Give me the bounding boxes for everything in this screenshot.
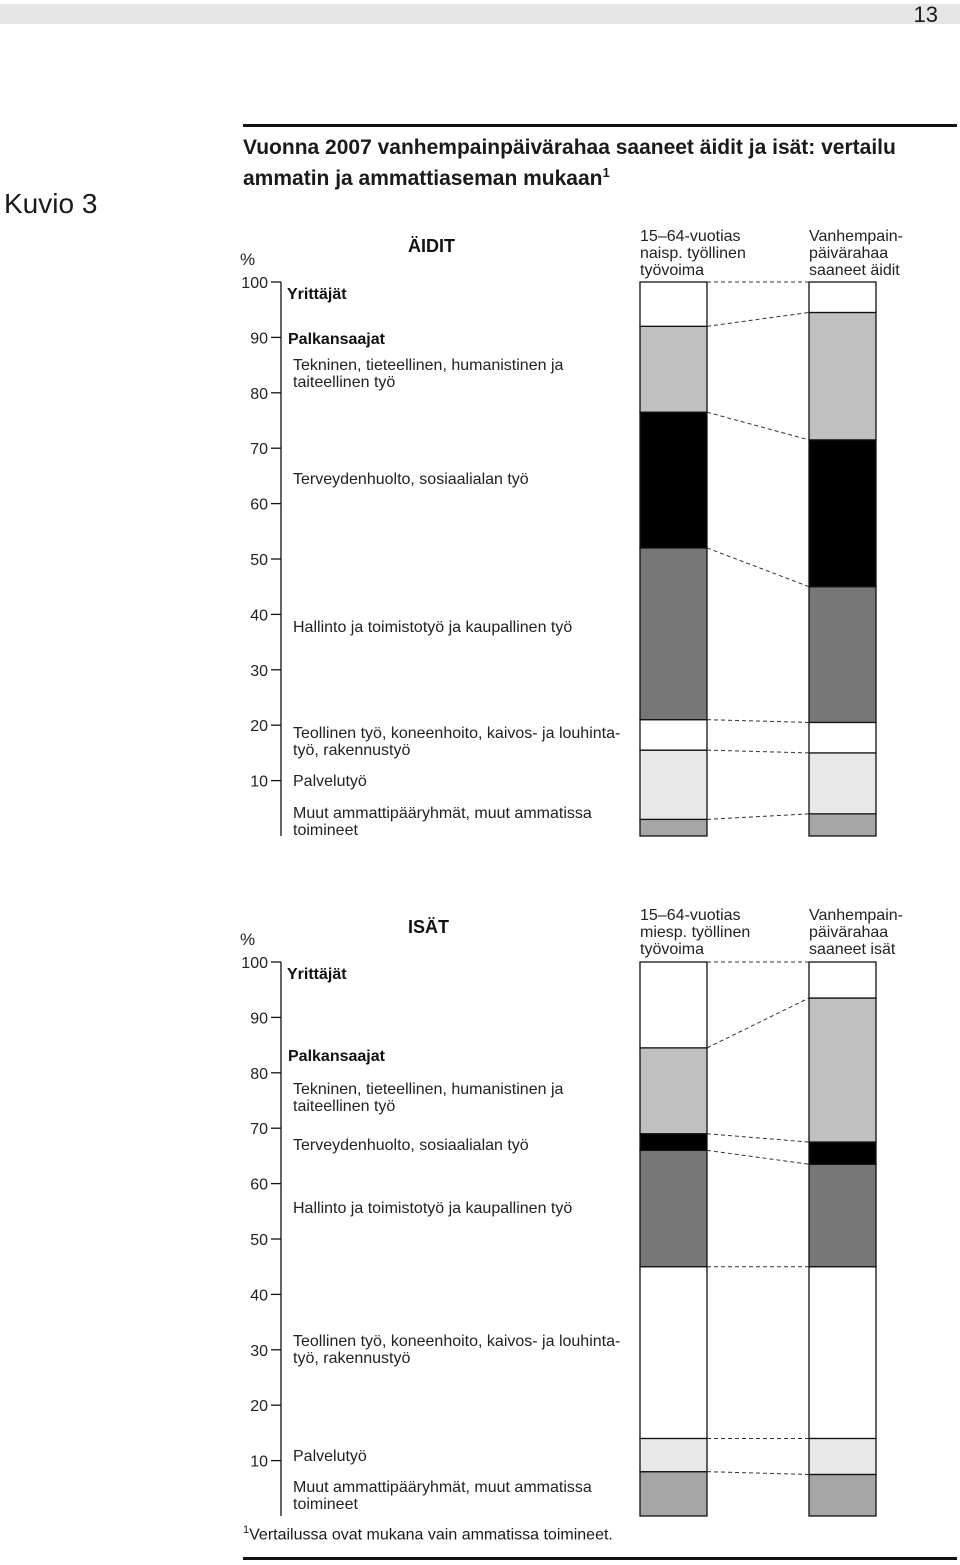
connector-line [707, 1134, 809, 1142]
category-label: työvoima [640, 262, 705, 279]
y-tick-label: 20 [250, 718, 268, 736]
category-label: miesp. työllinen [640, 924, 751, 941]
category-label: 15–64-vuotias [640, 228, 741, 245]
bar-segment [809, 282, 876, 312]
y-tick-label: 70 [250, 441, 268, 459]
connector-line [707, 998, 809, 1048]
footnote-text: Vertailussa ovat mukana vain ammatissa toimineet. [249, 1526, 613, 1544]
page-number: 13 [913, 2, 938, 27]
category-label: Vanhempain- [809, 907, 903, 924]
connector-line [707, 1472, 809, 1475]
group-label-entrepreneurs: Yrittäjät [287, 286, 347, 303]
panel-label: ISÄT [408, 917, 450, 937]
bar-segment [809, 1267, 876, 1439]
y-tick-label: 50 [250, 552, 268, 569]
series-label: Teollinen työ, koneenhoito, kaivos- ja louhinta- [293, 725, 621, 742]
series-label: työ, rakennustyö [293, 1350, 411, 1367]
panel-label: ÄIDIT [408, 236, 455, 256]
y-tick-label: 30 [250, 1342, 268, 1360]
y-tick-label: 100 [241, 955, 268, 972]
category-label: päivärahaa [809, 924, 889, 941]
bar-segment [809, 587, 876, 723]
footer-rule [243, 1557, 957, 1560]
y-unit-label: % [240, 250, 256, 269]
y-unit-label: % [240, 930, 256, 949]
y-tick-label: 40 [250, 1287, 268, 1305]
connector-line [707, 412, 809, 440]
connector-line [707, 312, 809, 326]
category-label: 15–64-vuotias [640, 907, 741, 924]
category-label: Vanhempain- [809, 228, 903, 245]
group-label-employees: Palkansaajat [288, 331, 385, 348]
y-tick-label: 50 [250, 1232, 268, 1249]
group-label-entrepreneurs: Yrittäjät [287, 966, 347, 983]
bar-segment [640, 750, 707, 819]
bar-segment [640, 1472, 707, 1516]
y-tick-label: 60 [250, 496, 268, 514]
bar-segment [640, 1267, 707, 1439]
category-label: saaneet äidit [809, 262, 900, 279]
connector-line [707, 720, 809, 723]
series-label: Palvelutyö [293, 773, 367, 790]
figure-label: Kuvio 3 [4, 188, 98, 219]
chart-panel-fathers [240, 907, 903, 1516]
series-label: Tekninen, tieteellinen, humanistinen ja [293, 1081, 564, 1098]
bar-segment [809, 440, 876, 587]
series-label: toimineet [293, 1496, 358, 1513]
bar-segment [809, 814, 876, 836]
title-footnote-marker: 1 [602, 165, 610, 180]
bar-segment [809, 1474, 876, 1516]
y-tick-label: 40 [250, 607, 268, 625]
y-tick-label: 60 [250, 1176, 268, 1194]
connector-line [707, 814, 809, 820]
bar-segment [640, 412, 707, 548]
y-tick-label: 90 [250, 330, 268, 348]
y-tick-label: 30 [250, 662, 268, 680]
bar-segment [809, 312, 876, 439]
connector-line [707, 548, 809, 587]
category-label: työvoima [640, 941, 705, 958]
y-tick-label: 100 [241, 275, 268, 292]
series-label: Teollinen työ, koneenhoito, kaivos- ja louhinta- [293, 1333, 621, 1350]
y-tick-label: 20 [250, 1398, 268, 1416]
chart-panel-mothers [240, 228, 903, 839]
bar-segment [809, 962, 876, 998]
category-label: naisp. työllinen [640, 245, 746, 262]
series-label: taiteellinen työ [293, 1098, 396, 1115]
series-label: Muut ammattipääryhmät, muut ammatissa [293, 1479, 592, 1496]
bar-segment [640, 819, 707, 836]
series-label: Palvelutyö [293, 1448, 367, 1465]
bar-segment [640, 282, 707, 326]
y-tick-label: 80 [250, 1065, 268, 1083]
bar-segment [640, 548, 707, 720]
bar-segment [640, 962, 707, 1048]
category-label: saaneet isät [809, 941, 896, 958]
bar-segment [640, 1150, 707, 1266]
bar-segment [640, 1048, 707, 1134]
connector-line [707, 1150, 809, 1164]
bar-segment [809, 1438, 876, 1474]
bar-segment [640, 1438, 707, 1471]
series-label: Tekninen, tieteellinen, humanistinen ja [293, 357, 564, 374]
bar-segment [640, 1134, 707, 1151]
bar-segment [640, 720, 707, 750]
chart-title-text: Vuonna 2007 vanhempainpäivärahaa saaneet äidit ja isät: vertailu ammatin ja ammattiaseman mukaan [243, 136, 896, 190]
footnote-marker: 1 [243, 1524, 250, 1536]
series-label: taiteellinen työ [293, 374, 396, 391]
y-tick-label: 90 [250, 1010, 268, 1028]
group-label-employees: Palkansaajat [288, 1048, 385, 1065]
series-label: Hallinto ja toimistotyö ja kaupallinen työ [293, 619, 573, 636]
bar-segment [809, 722, 876, 752]
bar-segment [809, 1164, 876, 1266]
y-tick-label: 70 [250, 1121, 268, 1139]
series-label: Muut ammattipääryhmät, muut ammatissa [293, 805, 592, 822]
series-label: Terveydenhuolto, sosiaalialan työ [293, 1137, 529, 1154]
y-tick-label: 10 [250, 773, 268, 791]
series-label: työ, rakennustyö [293, 742, 411, 759]
bar-segment [809, 998, 876, 1142]
series-label: Terveydenhuolto, sosiaalialan työ [293, 471, 529, 488]
y-tick-label: 80 [250, 385, 268, 403]
y-tick-label: 10 [250, 1453, 268, 1471]
series-label: toimineet [293, 822, 358, 839]
connector-line [707, 750, 809, 753]
bar-segment [809, 1142, 876, 1164]
bar-segment [640, 326, 707, 412]
footnote [243, 1524, 613, 1544]
series-label: Hallinto ja toimistotyö ja kaupallinen työ [293, 1200, 573, 1217]
category-label: päivärahaa [809, 245, 889, 262]
bar-segment [809, 753, 876, 814]
